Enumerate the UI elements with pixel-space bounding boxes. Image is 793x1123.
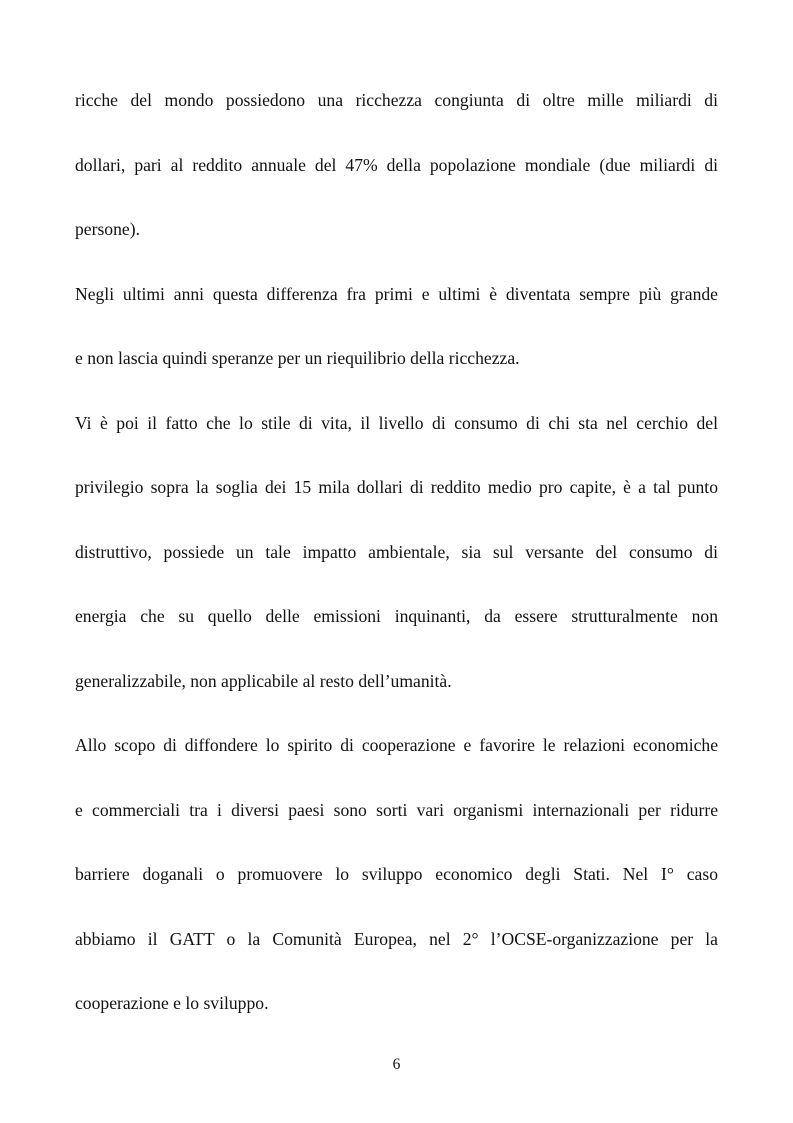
text-line: persone). <box>75 219 140 239</box>
text-line: Vi è poi il fatto che lo stile di vita, il livello di consumo di chi sta nel cerchio del <box>75 412 718 433</box>
text-line: Negli ultimi anni questa differenza fra primi e ultimi è diventata sempre più grande <box>75 283 718 304</box>
text-line: dollari, pari al reddito annuale del 47% della popolazione mondiale (due miliardi di <box>75 154 718 175</box>
text-line: e non lascia quindi speranze per un riequilibrio della ricchezza. <box>75 348 520 368</box>
page-number: 6 <box>392 1056 401 1073</box>
text-line: generalizzabile, non applicabile al resto dell’umanità. <box>75 670 452 691</box>
text-line: distruttivo, possiede un tale impatto ambientale, sia sul versante del consumo di <box>75 541 718 562</box>
text-line: abbiamo il GATT o la Comunità Europea, nel 2° l’OCSE-organizzazione per la <box>75 928 718 949</box>
text-line: cooperazione e lo sviluppo. <box>75 993 269 1013</box>
text-line: e commerciali tra i diversi paesi sono sorti vari organismi internazionali per ridurre <box>75 799 718 820</box>
text-line: Allo scopo di diffondere lo spirito di cooperazione e favorire le relazioni economiche <box>75 735 718 755</box>
text-line: energia che su quello delle emissioni inquinanti, da essere strutturalmente non <box>75 606 718 626</box>
text-line: ricche del mondo possiedono una ricchezza congiunta di oltre mille miliardi di <box>75 90 718 110</box>
text-line: barriere doganali o promuovere lo sviluppo economico degli Stati. Nel I° caso <box>75 864 718 884</box>
text-line: privilegio sopra la soglia dei 15 mila dollari di reddito medio pro capite, è a tal punto <box>75 477 718 497</box>
